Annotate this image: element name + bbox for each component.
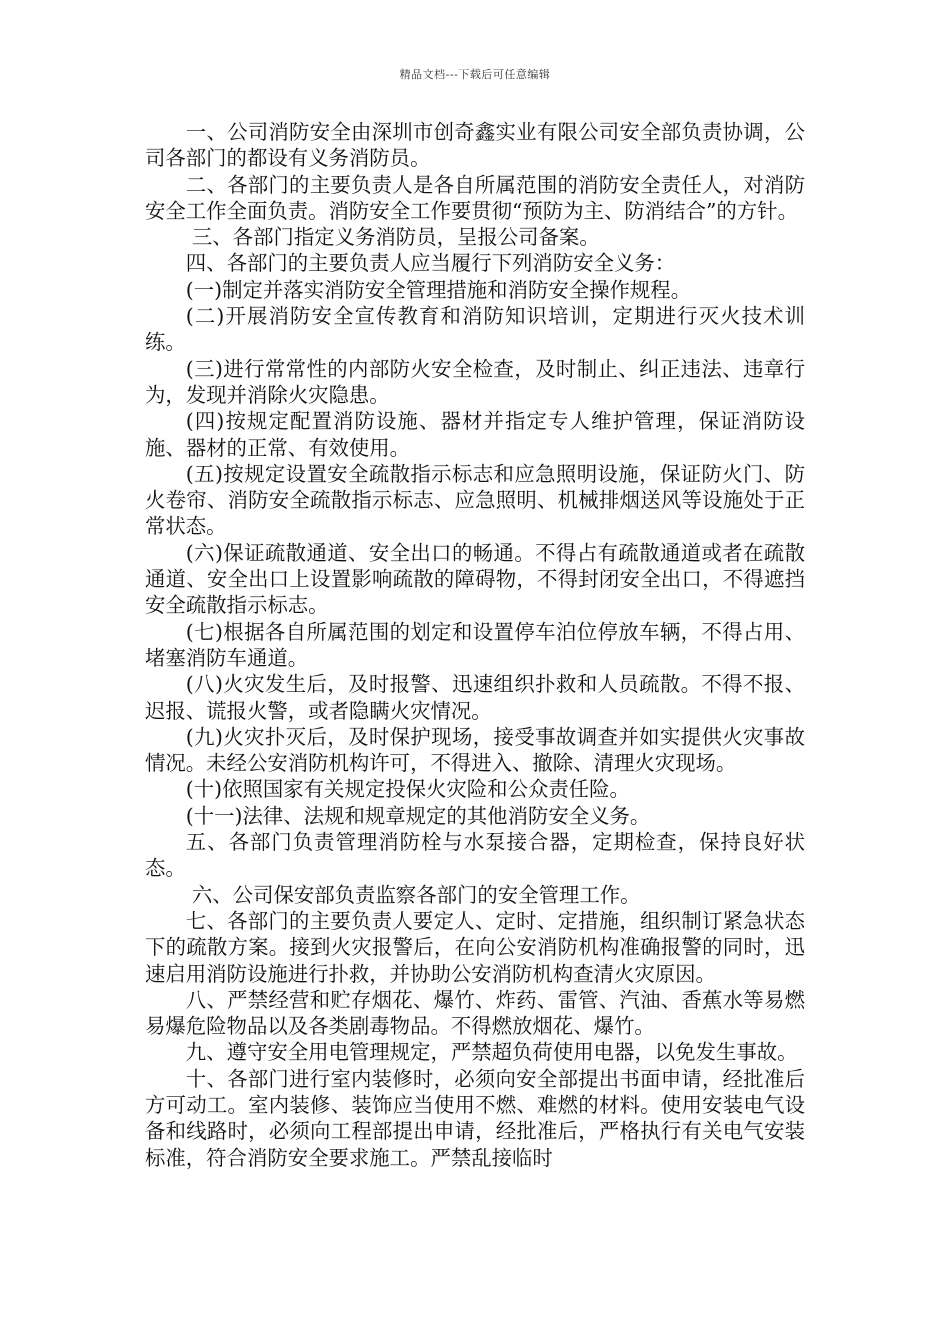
paragraph-4-item-6: (六)保证疏散通道、安全出口的畅通。不得占有疏散通道或者在疏散通道、安全出口上设置影响疏散的障碍物，不得封闭安全出口，不得遮挡安全疏散指示标志。 (145, 540, 805, 618)
paragraph-4-item-3: (三)进行常常性的内部防火安全检查，及时制止、纠正违法、违章行为，发现并消除火灾隐患。 (145, 356, 805, 407)
paragraph-3: 三、各部门指定义务消防员，呈报公司备案。 (191, 225, 600, 250)
paragraph-8: 八、严禁经营和贮存烟花、爆竹、炸药、雷管、汽油、香蕉水等易燃易爆危险物品以及各类剧毒物品。不得燃放烟花、爆竹。 (145, 987, 805, 1039)
paragraph-5: 五、各部门负责管理消防栓与水泵接合器，定期检查，保持良好状态。 (145, 830, 805, 881)
paragraph-4-item-11: (十一)法律、法规和规章规定的其他消防安全义务。 (185, 803, 651, 828)
document-body (145, 119, 805, 1171)
page-header: 精品文档---下载后可任意编辑 (399, 68, 551, 81)
paragraph-4-item-5: (五)按规定设置安全疏散指示标志和应急照明设施，保证防火门、防火卷帘、消防安全疏散指示标志、应急照明、机械排烟送风等设施处于正常状态。 (145, 461, 805, 539)
paragraph-9: 九、遵守安全用电管理规定，严禁超负荷使用电器，以免发生事故。 (185, 1040, 798, 1065)
paragraph-6: 六、公司保安部负责监察各部门的安全管理工作。 (191, 882, 641, 907)
paragraph-10: 十、各部门进行室内装修时，必须向安全部提出书面申请，经批准后方可动工。室内装修、装饰应当使用不燃、难燃的材料。使用安装电气设备和线路时，必须向工程部提出申请，经批准后，严格执行有关电气安装标准，符合消防安全要求施工。严禁乱接临时 (145, 1066, 805, 1170)
paragraph-4: 四、各部门的主要负责人应当履行下列消防安全义务： (185, 251, 676, 276)
paragraph-4-item-9: (九)火灾扑灭后，及时保护现场，接受事故调查并如实提供火灾事故情况。未经公安消防机构许可，不得进入、撤除、清理火灾现场。 (145, 724, 805, 776)
paragraph-1: 一、公司消防安全由深圳市创奇鑫实业有限公司安全部负责协调，公司各部门的都设有义务消防员。 (145, 120, 805, 171)
paragraph-4-item-1: (一)制定并落实消防安全管理措施和消防安全操作规程。 (185, 277, 692, 302)
paragraph-4-item-8: (八)火灾发生后，及时报警、迅速组织扑救和人员疏散。不得不报、迟报、谎报火警，或者隐瞒火灾情况。 (145, 672, 805, 723)
paragraph-4-item-10: (十)依照国家有关规定投保火灾险和公众责任险。 (185, 777, 630, 802)
paragraph-4-item-4: (四)按规定配置消防设施、器材并指定专人维护管理，保证消防设施、器材的正常、有效使用。 (145, 409, 805, 460)
paragraph-2: 二、各部门的主要负责人是各自所属范围的消防安全责任人，对消防安全工作全面负责。消防安全工作要贯彻“预防为主、防消结合”的方针。 (145, 172, 805, 223)
paragraph-4-item-7: (七)根据各自所属范围的划定和设置停车泊位停放车辆，不得占用、堵塞消防车通道。 (145, 619, 805, 670)
paragraph-4-item-2: (二)开展消防安全宣传教育和消防知识培训，定期进行灭火技术训练。 (145, 304, 805, 355)
paragraph-7: 七、各部门的主要负责人要定人、定时、定措施，组织制订紧急状态下的疏散方案。接到火灾报警后，在向公安消防机构准确报警的同时，迅速启用消防设施进行扑救，并协助公安消防机构查清火灾原因。 (145, 908, 805, 986)
